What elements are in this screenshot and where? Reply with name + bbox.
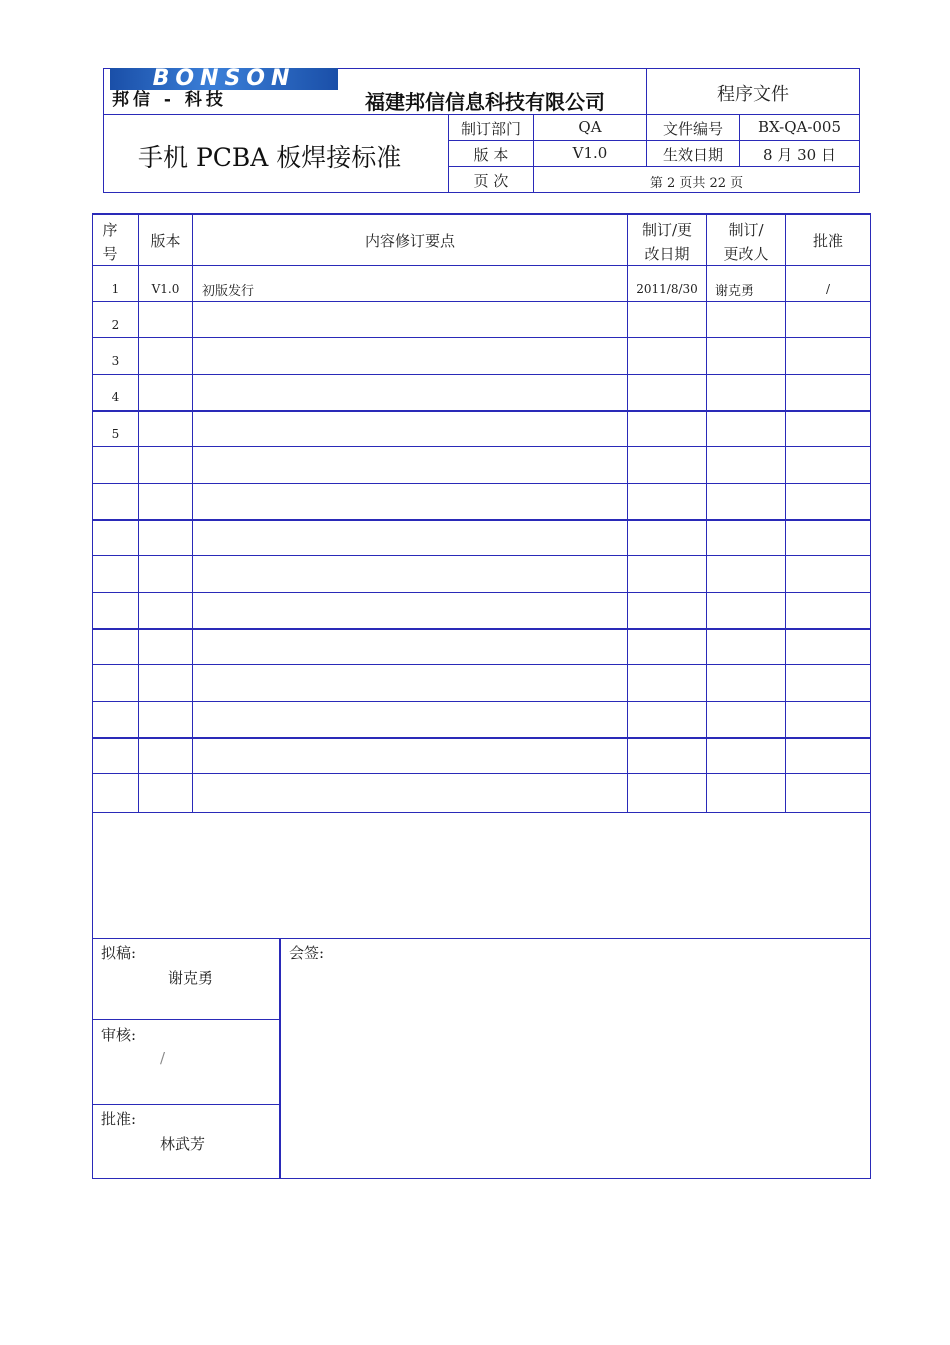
document-title: 手机 PCBA 板焊接标准	[138, 143, 402, 172]
version-label: 版 本	[473, 146, 509, 164]
header-content: 内容修订要点	[364, 232, 455, 250]
row-version: V1.0	[151, 282, 180, 296]
doc-type: 程序文件	[717, 84, 789, 105]
header-seq-line1: 序	[102, 221, 118, 239]
row-seq: 4	[111, 390, 120, 404]
header-person-line2: 更改人	[723, 245, 769, 263]
effective-label: 生效日期	[662, 146, 723, 164]
row-person: 谢克勇	[715, 284, 755, 299]
company-logo: BONSON	[110, 68, 338, 90]
row-date: 2011/8/30	[636, 282, 698, 296]
header-seq-line2: 号	[102, 245, 118, 263]
review-name: /	[160, 1049, 166, 1067]
header-seq	[93, 218, 127, 266]
header-date	[628, 218, 706, 266]
header-date-line2: 改日期	[644, 245, 690, 263]
dept-value: QA	[578, 118, 602, 136]
page-value: 第 2 页共 22 页	[649, 176, 744, 191]
docno-value: BX-QA-005	[757, 118, 842, 136]
header-approve: 批准	[812, 232, 843, 250]
effective-value: 8 月 30 日	[763, 146, 836, 164]
row-content: 初版发行	[202, 284, 255, 299]
company-name: 福建邦信信息科技有限公司	[365, 90, 605, 114]
countersign-label: 会签:	[289, 944, 325, 962]
row-seq: 2	[111, 318, 120, 332]
version-value: V1.0	[572, 144, 608, 162]
header-person-line1: 制订/	[728, 221, 764, 239]
docno-label: 文件编号	[662, 120, 723, 138]
review-label: 审核:	[101, 1026, 137, 1044]
dept-label: 制订部门	[460, 120, 521, 138]
approve-label: 批准:	[101, 1110, 137, 1128]
approve-name: 林武芳	[160, 1135, 206, 1153]
page-label: 页 次	[473, 172, 509, 190]
company-logo-subtext: 邦信 - 科技	[112, 90, 227, 110]
header-version: 版本	[150, 232, 181, 250]
row-seq: 5	[111, 427, 120, 441]
draft-name: 谢克勇	[168, 969, 214, 987]
row-seq: 1	[111, 282, 120, 296]
header-person	[707, 218, 785, 266]
header-date-line1: 制订/更	[641, 221, 693, 239]
draft-label: 拟稿:	[101, 944, 137, 962]
row-approve: /	[825, 282, 831, 296]
row-seq: 3	[111, 354, 120, 368]
